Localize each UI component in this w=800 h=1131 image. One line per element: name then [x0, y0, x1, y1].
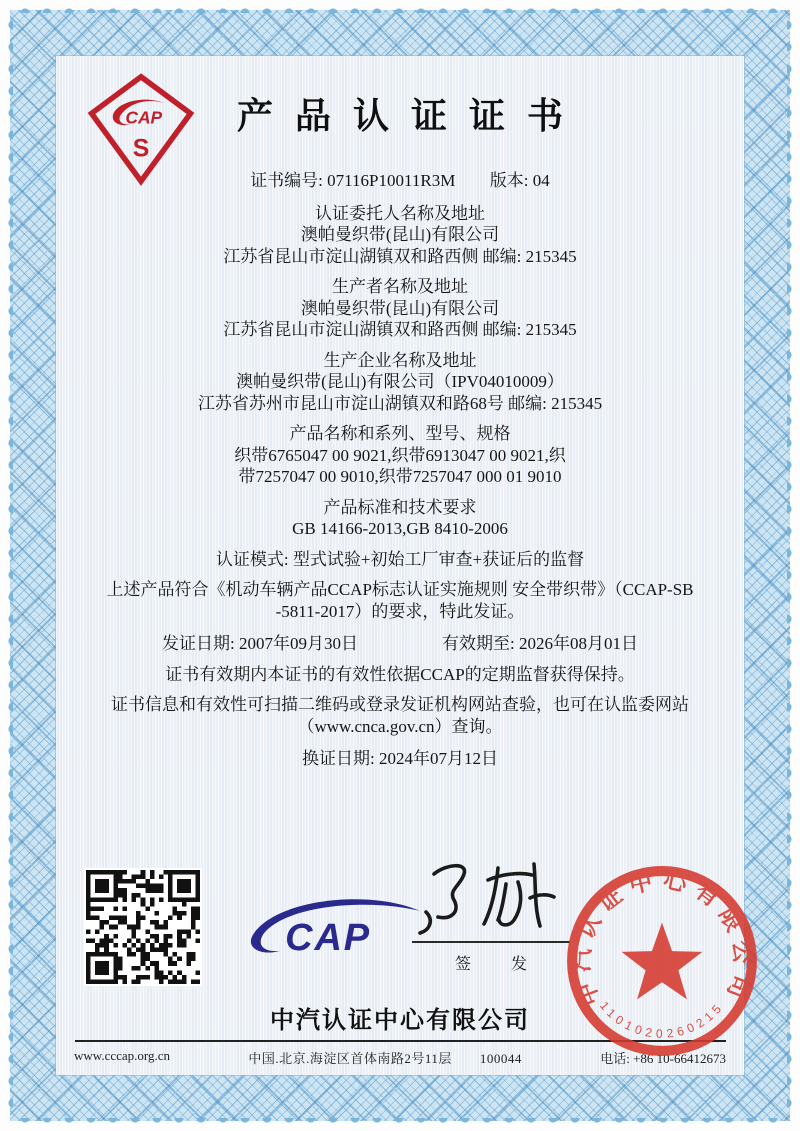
renewal-date-line: 换证日期: 2024年07月12日 [302, 749, 498, 768]
footer-phone: 电话: +86 10-66412673 [600, 1051, 726, 1066]
statement-line1: 上述产品符合《机动车辆产品CCAP标志认证实施规则 安全带织带》（CCAP-SB [106, 580, 694, 599]
footer-address: 中国.北京.海淀区首体南路2号11层 100044 [248, 1051, 522, 1066]
producer-address: 江苏省昆山市淀山湖镇双和路西侧 邮编: 215345 [223, 320, 577, 339]
footer-postcode: 100044 [479, 1051, 522, 1066]
footer-website: www.cccap.org.cn [74, 1048, 171, 1063]
producer-name: 澳帕曼织带(昆山)有限公司 [300, 298, 500, 318]
signature-icon [412, 854, 570, 938]
statement-line2: -5811-2017）的要求，特此发证。 [275, 601, 525, 621]
product-heading: 产品名称和系列、型号、规格 [289, 424, 511, 443]
expiry-date: 有效期至: 2026年08月01日 [442, 634, 638, 653]
border-scallop-bottom [14, 1118, 786, 1127]
certificate-title: 产品认证证书 [236, 95, 585, 136]
certificate-paper [56, 56, 757, 1075]
seal-ring-text: 中汽认证中心有限公司 [567, 866, 757, 1010]
issuing-company-name: 中汽认证中心有限公司 [270, 1007, 530, 1034]
certificate-number-line [66, 170, 734, 192]
validity-line: 证书有效期内本证书的有效性依据CCAP的定期监督获得保持。 [165, 664, 635, 684]
signature-line [412, 941, 570, 943]
standards-line: GB 14166-2013,GB 8410-2006 [292, 519, 508, 538]
dates-row [66, 633, 734, 655]
applicant-heading: 认证委托人名称及地址 [315, 203, 485, 223]
border-scallop-top [14, 4, 786, 13]
signature-block [412, 854, 570, 974]
ccap-logo-text: CAP [285, 917, 371, 960]
certificate-version: 版本: 04 [489, 171, 550, 190]
company-seal-icon [561, 860, 763, 1062]
border-scallop-right [787, 14, 796, 1117]
standards-heading: 产品标准和技术要求 [323, 497, 477, 517]
diamond-logo-s-text: S [132, 135, 150, 163]
factory-name: 澳帕曼织带(昆山)有限公司（IPV04010009） [236, 372, 564, 391]
ccap-logo-icon [241, 894, 425, 966]
applicant-address: 江苏省昆山市淀山湖镇双和路西侧 邮编: 215345 [223, 246, 577, 266]
scan-line1: 证书信息和有效性可扫描二维码或登录发证机构网站查验，也可在认监委网站 [111, 695, 689, 714]
certification-mode-line: 认证模式: 型式试验+初始工厂审查+获证后的监督 [215, 549, 585, 569]
applicant-name: 澳帕曼织带(昆山)有限公司 [300, 225, 500, 244]
factory-heading: 生产企业名称及地址 [323, 350, 477, 370]
diamond-logo-cap-text: CAP [125, 107, 163, 128]
certificate-body [66, 170, 734, 770]
border-scallop-left [4, 14, 13, 1117]
issue-date: 发证日期: 2007年09月30日 [162, 634, 358, 653]
product-models-line1: 织带6765047 00 9021,织带6913047 00 9021,织 [234, 445, 566, 465]
scan-line2: （www.cnca.gov.cn）查询。 [297, 716, 503, 736]
product-models-line2: 带7257047 00 9010,织带7257047 000 01 9010 [238, 467, 562, 486]
seal-number: 1101020260215 [597, 998, 727, 1041]
qr-code [84, 868, 202, 986]
producer-heading: 生产者名称及地址 [332, 277, 468, 296]
certificate-number: 证书编号: 07116P10011R3M [250, 171, 456, 190]
factory-address: 江苏省苏州市昆山市淀山湖镇双和路68号 邮编: 215345 [197, 393, 603, 413]
signature-label: 签 发 [454, 956, 545, 973]
